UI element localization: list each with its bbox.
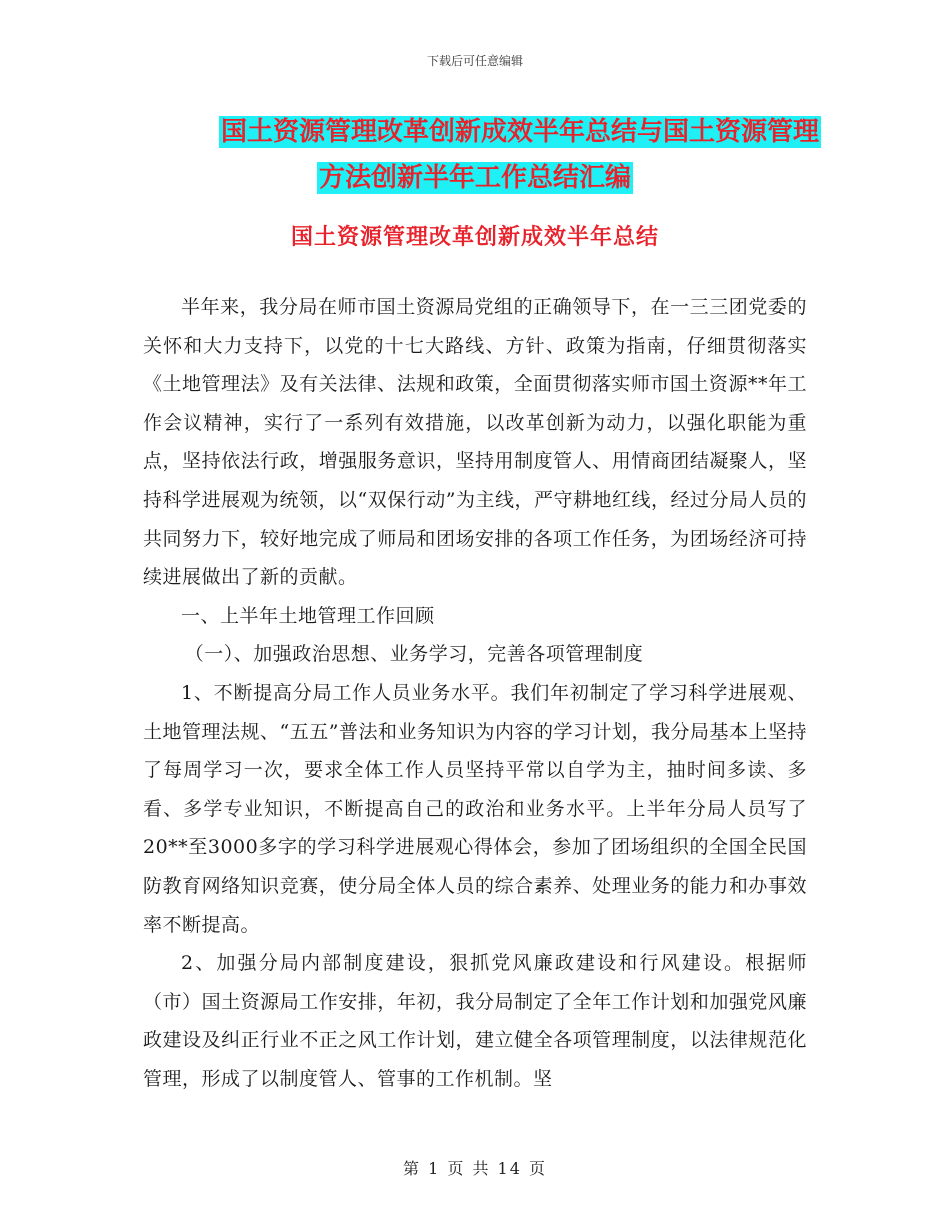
header-note: 下载后可任意编辑 — [426, 54, 523, 68]
document-title — [0, 112, 950, 198]
section-heading: 国土资源管理改革创新成效半年总结 — [290, 225, 659, 250]
paragraph-2: 2、加强分局内部制度建设，狠抓党风廉政建设和行风建设。根据师（市）国土资源局工作安排，年初，我分局制定了全年工作计划和加强党风廉政建设及纠正行业不正之风工作计划，建立健全各项管理制度，以法律规范化管理，形成了以制度管人、管事的工作机制。坚 — [143, 952, 807, 1090]
title-line-1 — [90, 112, 950, 152]
title-line-1-text: 国土资源管理改革创新成效半年总结与国土资源管理 — [220, 117, 819, 147]
paragraph-intro: 半年来，我分局在师市国土资源局党组的正确领导下，在一三三团党委的关怀和大力支持下，以党的十七大路线、方针、政策为指南，仔细贯彻落实《土地管理法》及有关法律、法规和政策，全面贯彻落实师市国土资源**年工作会议精神，实行了一系列有效措施，以改革创新为动力，以强化职能为重点，坚持依法行政，增强服务意识，坚持用制度管人、用情商团结凝聚人，坚持科学进展观为统领，以“双保行动”为主线，严守耕地红线，经过分局人员的共同努力下，较好地完成了师局和团场安排的各项工作任务，为团场经济可持续进展做出了新的贡献。 — [143, 296, 807, 589]
page-footer: 第 1 页 共 14 页 — [403, 1159, 547, 1178]
title-line-2 — [0, 158, 950, 198]
paragraph-1: 1、不断提高分局工作人员业务水平。我们年初制定了学习科学进展观、土地管理法规、“五五”普法和业务知识为内容的学习计划，我分局基本上坚持了每周学习一次，要求全体工作人员坚持平常以自学为主，抽时间多读、多看、多学专业知识，不断提高自己的政治和业务水平。上半年分局人员写了20**至3000多字的学习科学进展观心得体会，参加了团场组织的全国全民国防教育网络知识竞赛，使分局全体人员的综合素养、处理业务的能力和办事效率不断提高。 — [143, 681, 807, 936]
body-text — [143, 288, 807, 1098]
subsection-heading-1: （一）、加强政治思想、业务学习，完善各项管理制度 — [184, 643, 644, 666]
title-line-2-text: 方法创新半年工作总结汇编 — [318, 163, 631, 193]
section-heading-1: 一、上半年土地管理工作回顾 — [181, 604, 435, 627]
